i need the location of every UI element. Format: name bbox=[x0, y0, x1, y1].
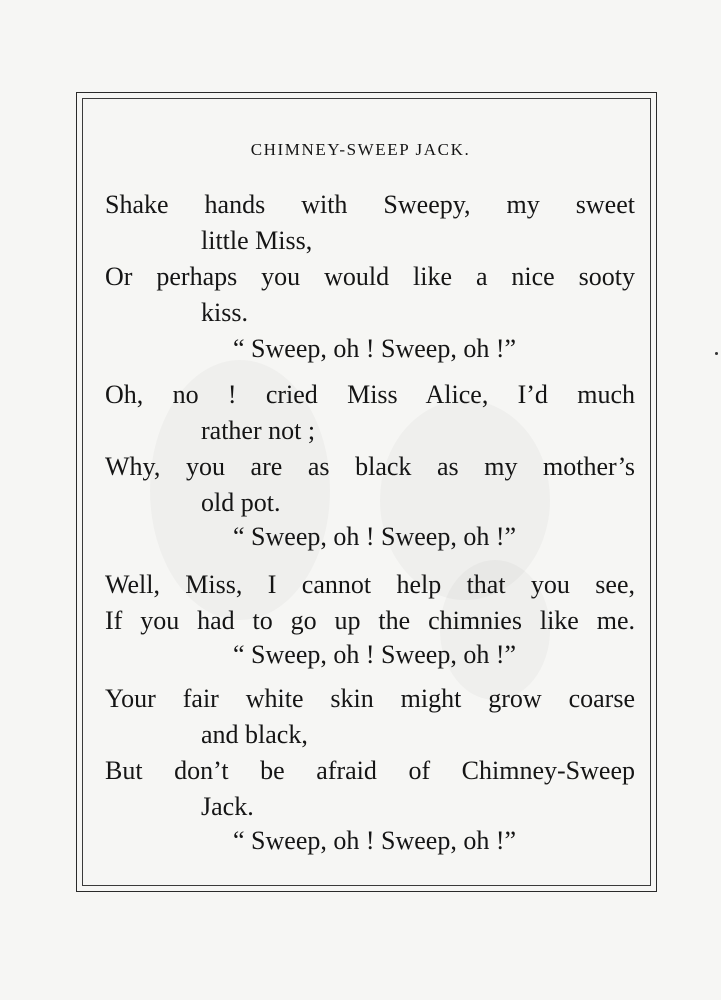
poem-line: old pot. bbox=[201, 488, 281, 517]
refrain-line: “ Sweep, oh ! Sweep, oh !” bbox=[233, 640, 517, 669]
refrain-line: “ Sweep, oh ! Sweep, oh !” bbox=[233, 334, 517, 363]
poem-line: Why, you are as black as my mother’s bbox=[105, 452, 635, 481]
poem-line: If you had to go up the chimnies like me. bbox=[105, 606, 635, 635]
poem-line: Or perhaps you would like a nice sooty bbox=[105, 262, 635, 291]
poem-line: But don’t be afraid of Chimney-Sweep bbox=[105, 756, 635, 785]
refrain-line: “ Sweep, oh ! Sweep, oh !” bbox=[233, 522, 517, 551]
ink-speck bbox=[715, 352, 718, 355]
poem-line: Well, Miss, I cannot help that you see, bbox=[105, 570, 635, 599]
poem-line: Jack. bbox=[201, 792, 254, 821]
refrain-line: “ Sweep, oh ! Sweep, oh !” bbox=[233, 826, 517, 855]
poem-line: Oh, no ! cried Miss Alice, I’d much bbox=[105, 380, 635, 409]
poem-line: kiss. bbox=[201, 298, 248, 327]
poem-line: and black, bbox=[201, 720, 308, 749]
poem-line: rather not ; bbox=[201, 416, 316, 445]
poem-line: little Miss, bbox=[201, 226, 313, 255]
poem-line: Shake hands with Sweepy, my sweet bbox=[105, 190, 635, 219]
poem-line: Your fair white skin might grow coarse bbox=[105, 684, 635, 713]
poem-title: CHIMNEY-SWEEP JACK. bbox=[250, 140, 471, 159]
